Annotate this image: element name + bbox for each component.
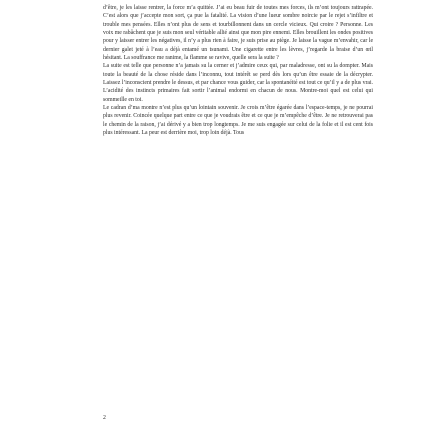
paragraph-3: Le cadran d’ma montre n’est plus qu’un lointain souvenir. Je crois m’être égarée dans l’espace-temps, je ne pourrai plus revenir. Coincée quelque part entre ce que je voudrais être et ce que je m’empêche d’être. Je ne retrouverai pas le chemin de la raison, j’ai dérivé y a bien trop longtemps. Je me suis engagée sur celui de la folie et il est cent fois plus intéressant. La peur est derrière moi, trop loin déjà. Tous xyxy=(103,104,373,136)
paragraph-2: La suite est telle que personne n’a jamais su la cerner et j’admire ceux qui, par maladresse, ont su la dompter. Mais toute la beauté de la chose réside dans l’inconnu, tout intérêt se perd dès lors qu’un être essaie de la décrypter. Laissez l’inconscient prendre le dessus, et par chance vous guider, car la spontanéité est tout ce qu’il y a de plus vrai. L’acidité des instincts primaires fait sortir l’animal endormi en chacun de nous. Montre-moi quel est celui qui sommeille en toi. xyxy=(103,63,373,103)
page-number: 2 xyxy=(103,415,106,421)
paragraph-1: d’être, je les laisse rentrer, la force m’a quittée. J’ai eu beau fuir de toutes mes forces, ils m’ont toujours rattrapée. C’est alors que j’accepte mon sort, ça pue la fatalité. La vision d’une lueur sombre noircie par le rejet s’infiltre et trouble mes pensées. Elles n’ont plus de sens et tourbillonnent dans un cercle vicieux. Qui croire ? Personne. Les voix me rabâchent que je suis mon seul véritable allié ainsi que mon pire ennemi. Elles brouillent les ondes positives pour y laisser entrer les négatives, il n’y a plus rien à faire, je suis prise au piège. Je laisse la vague m’envahir, car le dernier galet jeté à l’eau a déjà entamé un tsunami. Une cigarette entre les lèvres, j’regarde la braise d’un œil hésitant. La souffrance me ranime, la flamme se ravive, quelle sera la suite ? xyxy=(103,5,373,61)
